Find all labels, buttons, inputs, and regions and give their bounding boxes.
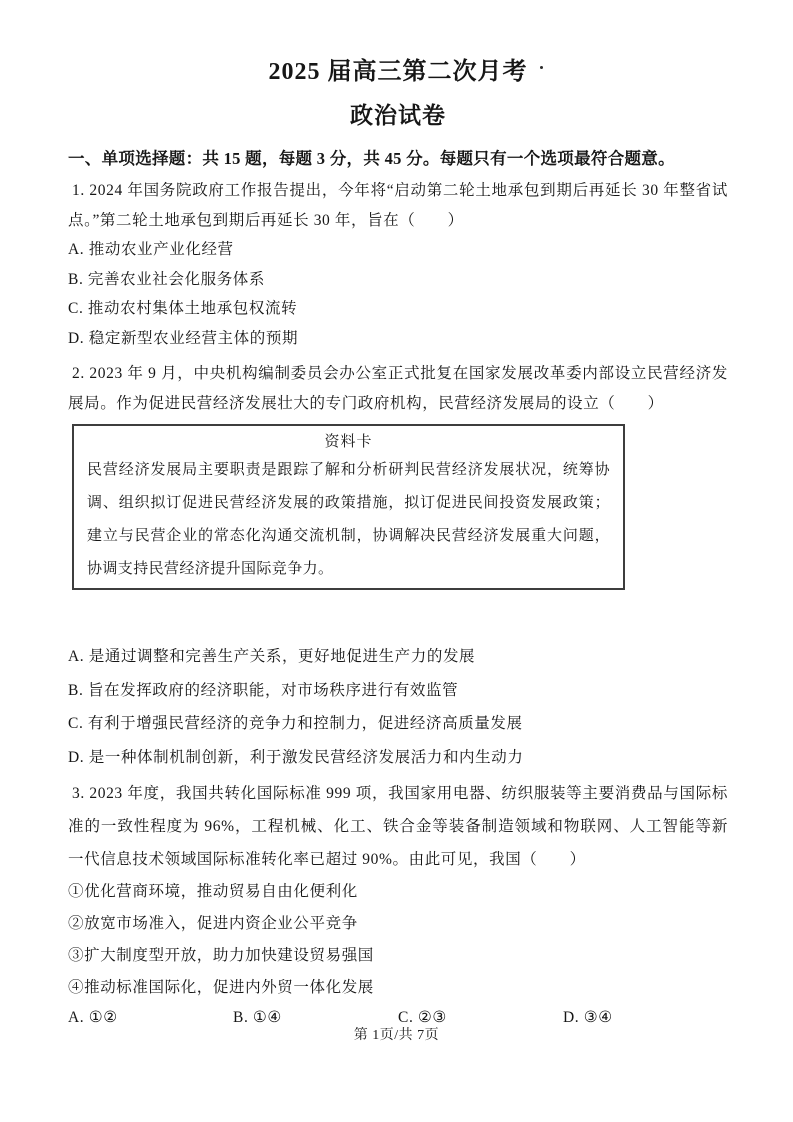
question-1-option-b: B. 完善农业社会化服务体系 (68, 270, 265, 288)
question-2-option-d: D. 是一种体制机制创新，利于激发民营经济发展活力和内生动力 (68, 748, 524, 766)
page-footer: 第 1页/共 7页 (353, 1028, 440, 1043)
question-2 (68, 359, 728, 774)
doc-title: 2025 届高三第二次月考 (268, 59, 528, 85)
question-3 (68, 777, 728, 1032)
question-3-statement-1: ①优化营商环境，推动贸易自由化便利化 (68, 883, 358, 900)
question-1-option-c: C. 推动农村集体土地承包权流转 (68, 300, 298, 317)
question-1 (68, 176, 728, 353)
question-3-stem: 3. 2023 年度，我国共转化国际标准 999 项，我国家用电器、纺织服装等主要消费品与国际标准的一致性程度为 96%，工程机械、化工、铁合金等装备制造领域和物联网、人工智能等新一代信息技术领域国际标准转化率已超过 90%。由此可见，我国（ ） (68, 785, 728, 868)
question-3-option-b: B. ①④ (233, 1009, 282, 1026)
question-2-option-c: C. 有利于增强民营经济的竞争力和控制力，促进经济高质量发展 (68, 715, 523, 732)
question-2-stem: 2. 2023 年 9 月，中央机构编制委员会办公室正式批复在国家发展改革委内部设立民营经济发展局。作为促进民营经济发展壮大的专门政府机构，民营经济发展局的设立（ ） (68, 365, 728, 412)
question-2-options (68, 640, 728, 774)
question-2-option-a: A. 是通过调整和完善生产关系，更好地促进生产力的发展 (68, 648, 476, 665)
question-3-statement-2: ②放宽市场准入，促进内资企业公平竞争 (68, 915, 358, 932)
stray-dot (540, 66, 543, 69)
question-1-option-d: D. 稳定新型农业经营主体的预期 (68, 329, 299, 347)
question-3-option-a: A. ①② (68, 1009, 118, 1026)
info-card-title: 资料卡 (324, 434, 373, 450)
question-3-statement-3: ③扩大制度型开放，助力加快建设贸易强国 (68, 947, 374, 964)
section-heading: 一、单项选择题：共 15 题，每题 3 分，共 45 分。每题只有一个选项最符合题意。 (68, 149, 675, 168)
question-1-option-a: A. 推动农业产业化经营 (68, 241, 234, 258)
question-1-stem: 1. 2024 年国务院政府工作报告提出，今年将“启动第二轮土地承包到期后再延长 30 年整省试点。”第二轮土地承包到期后再延长 30 年，旨在（ ） (68, 182, 728, 229)
info-card-body: 民营经济发展局主要职责是跟踪了解和分析研判民营经济发展状况，统筹协调、组织拟订促进民营经济发展的政策措施，拟订促进民间投资发展政策；建立与民营企业的常态化沟通交流机制，协调解决民营经济发展重大问题，协调支持民营经济提升国际竞争力。 (87, 462, 610, 577)
question-3-option-d: D. ③④ (563, 1009, 613, 1026)
doc-subtitle: 政治试卷 (350, 103, 446, 128)
info-card (72, 424, 625, 590)
question-3-option-c: C. ②③ (398, 1009, 447, 1026)
question-3-statement-4: ④推动标准国际化，促进内外贸一体化发展 (68, 979, 374, 996)
question-2-option-b: B. 旨在发挥政府的经济职能，对市场秩序进行有效监管 (68, 681, 459, 699)
